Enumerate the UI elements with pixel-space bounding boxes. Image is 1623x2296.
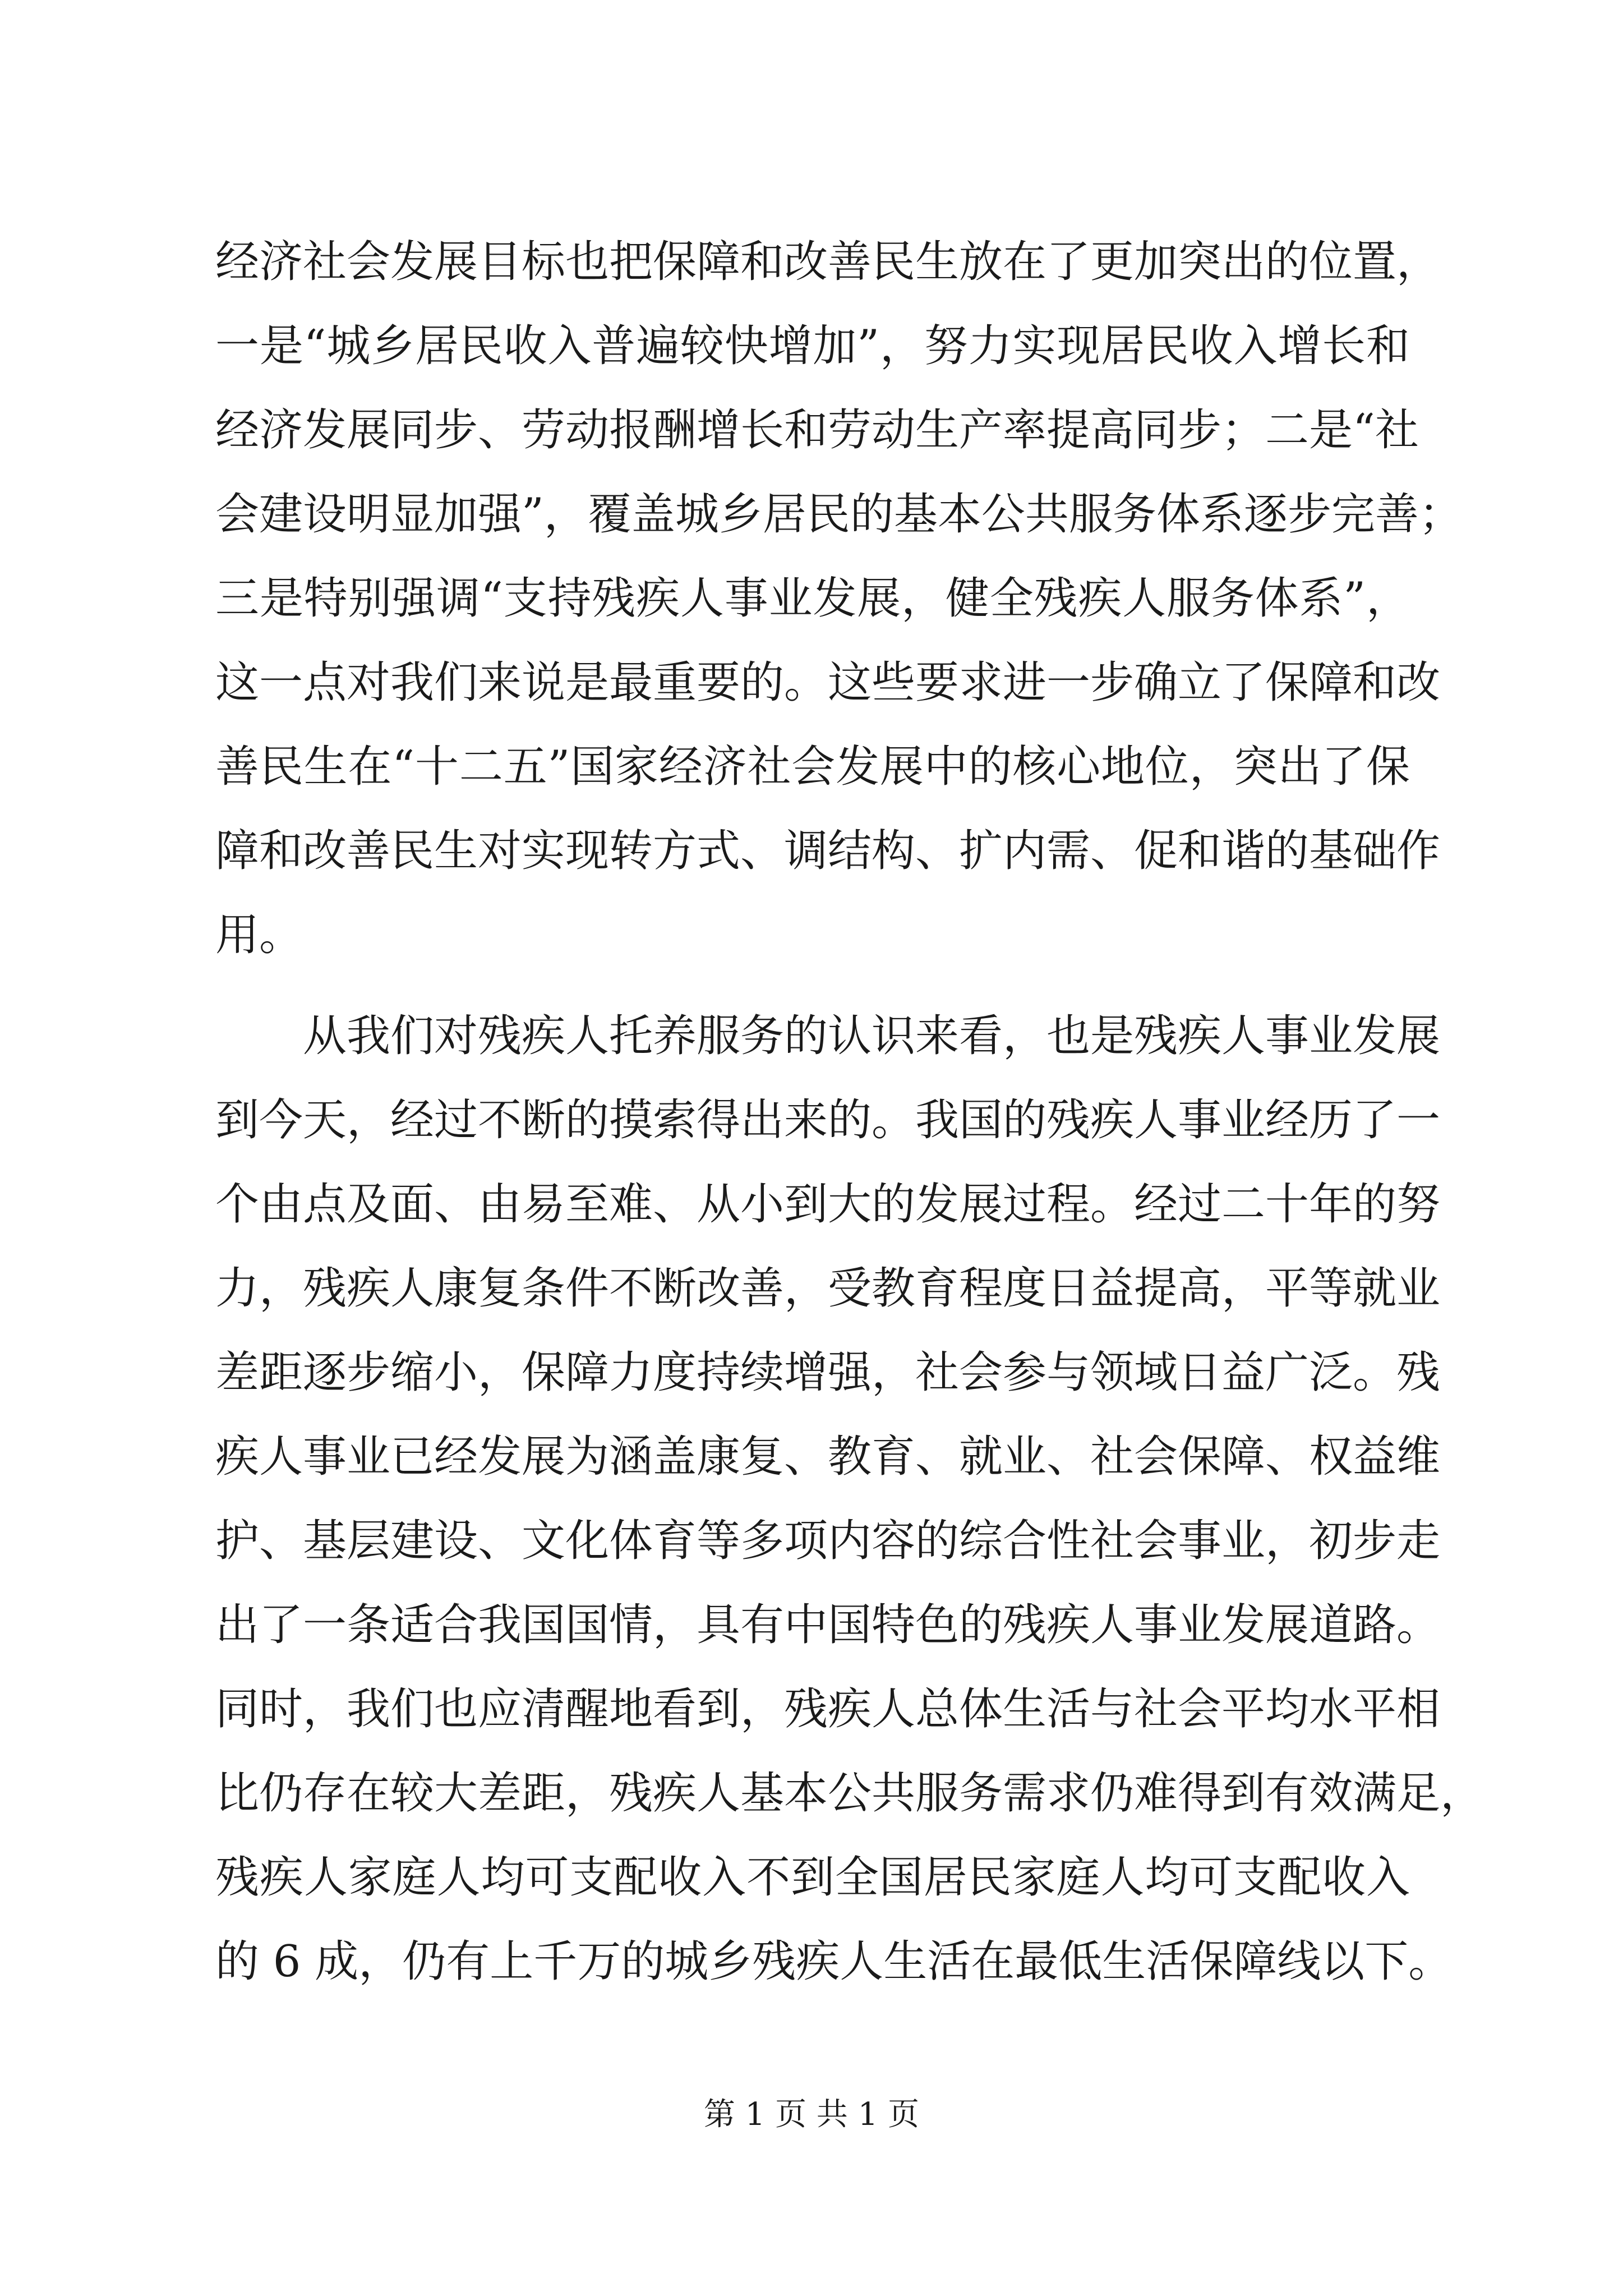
text-line: 从我们对残疾人托养服务的认识来看，也是残疾人事业发展 <box>303 1011 1441 1061</box>
text-line: 比仍存在较大差距，残疾人基本公共服务需求仍难得到有效满足， <box>215 1768 1484 1819</box>
text-line: 善民生在“十二五”国家经济社会发展中的核心地位，突出了保 <box>215 742 1410 792</box>
text-line: 用。 <box>215 910 303 960</box>
text-line: 差距逐步缩小，保障力度持续增强，社会参与领域日益广泛。残 <box>215 1347 1441 1398</box>
text-line: 的 6 成，仍有上千万的城乡残疾人生活在最低生活保障线以下。 <box>215 1936 1453 1987</box>
text-line: 同时，我们也应清醒地看到，残疾人总体生活与社会平均水平相 <box>215 1684 1441 1734</box>
text-line: 到今天，经过不断的摸索得出来的。我国的残疾人事业经历了一 <box>215 1095 1441 1145</box>
text-line: 个由点及面、由易至难、从小到大的发展过程。经过二十年的努 <box>215 1179 1441 1230</box>
text-line: 经济发展同步、劳动报酬增长和劳动生产率提高同步；二是“社 <box>215 405 1419 455</box>
text-line: 疾人事业已经发展为涵盖康复、教育、就业、社会保障、权益维 <box>215 1432 1441 1482</box>
text-line: 一是“城乡居民收入普遍较快增加”，努力实现居民收入增长和 <box>215 321 1410 371</box>
text-line: 出了一条适合我国国情，具有中国特色的残疾人事业发展道路。 <box>215 1600 1441 1650</box>
text-line: 会建设明显加强”，覆盖城乡居民的基本公共服务体系逐步完善； <box>215 489 1463 540</box>
text-line: 护、基层建设、文化体育等多项内容的综合性社会事业，初步走 <box>215 1516 1441 1566</box>
text-line: 力，残疾人康复条件不断改善，受教育程度日益提高，平等就业 <box>215 1263 1441 1314</box>
text-line: 这一点对我们来说是最重要的。这些要求进一步确立了保障和改 <box>215 657 1441 708</box>
page-footer: 第 1 页 共 1 页 <box>703 2096 920 2133</box>
text-line: 残疾人家庭人均可支配收入不到全国居民家庭人均可支配收入 <box>215 1852 1410 1903</box>
text-line: 经济社会发展目标也把保障和改善民生放在了更加突出的位置， <box>215 237 1441 287</box>
text-line: 三是特别强调“支持残疾人事业发展，健全残疾人服务体系”， <box>215 573 1410 624</box>
text-line: 障和改善民生对实现转方式、调结构、扩内需、促和谐的基础作 <box>215 826 1441 876</box>
